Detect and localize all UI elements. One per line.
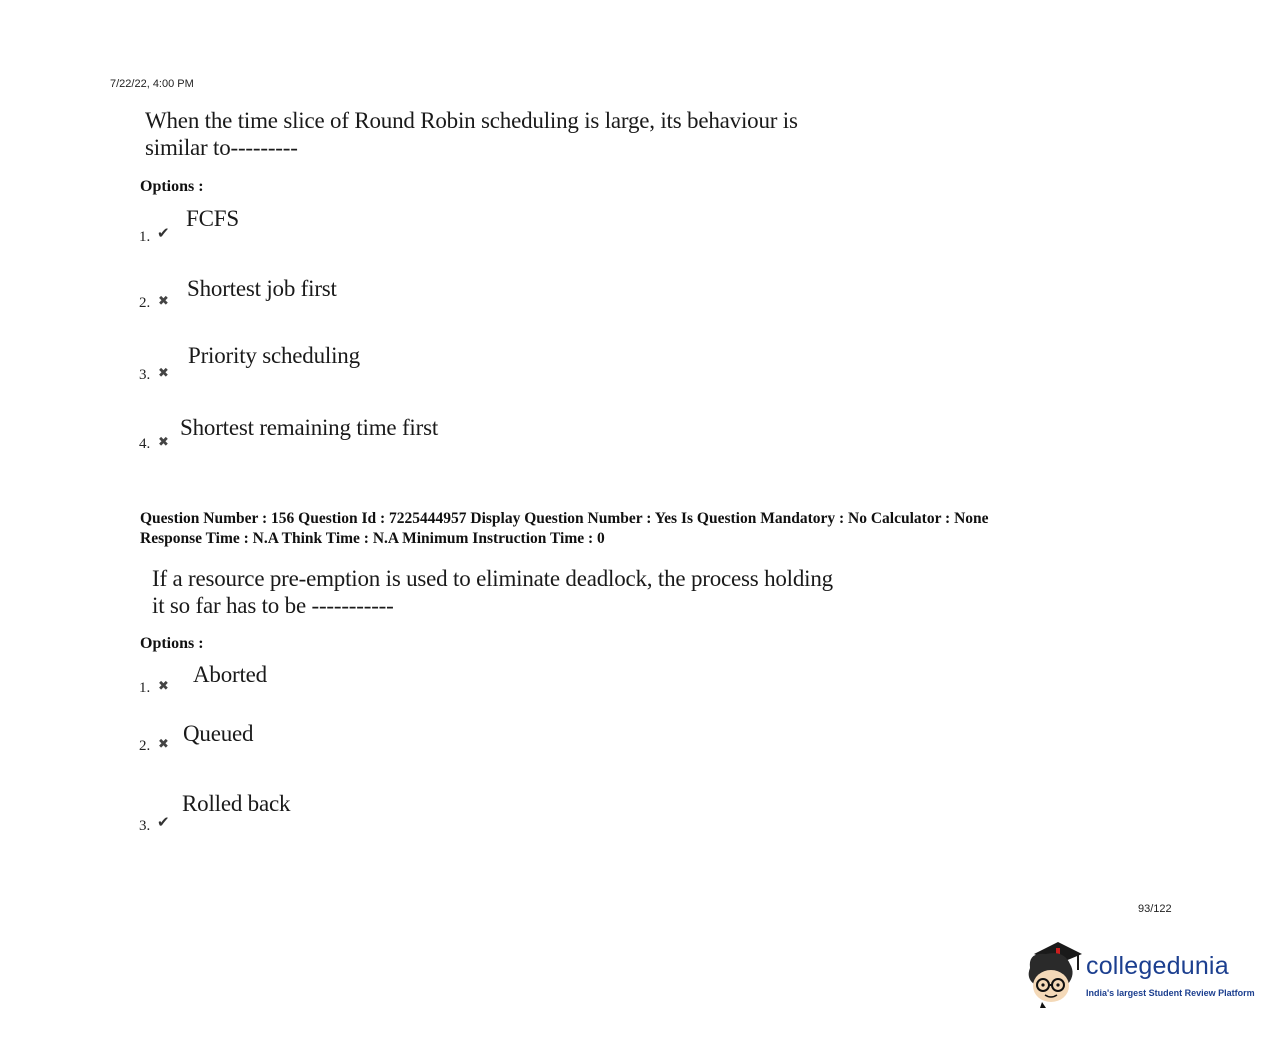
timestamp: 7/22/22, 4:00 PM (110, 78, 194, 90)
option-text: Queued (183, 721, 254, 746)
option-text: Aborted (193, 662, 267, 687)
option-text: Priority scheduling (188, 343, 360, 368)
cross-icon: ✖ (158, 434, 169, 449)
option-text: Shortest job first (187, 276, 337, 301)
question-1-line-1: When the time slice of Round Robin scheduling is large, its behaviour is (145, 108, 798, 133)
option-number: 1. (139, 680, 151, 696)
brand-tagline: India's largest Student Review Platform (1086, 988, 1255, 998)
option-number: 3. (139, 367, 151, 383)
cross-icon: ✖ (158, 678, 169, 693)
option-text: FCFS (186, 206, 239, 231)
question-meta-line-2: Response Time : N.A Think Time : N.A Minimum Instruction Time : 0 (140, 530, 605, 547)
option-number: 3. (139, 818, 151, 834)
brand-name: collegedunia (1086, 952, 1229, 980)
option-text: Shortest remaining time first (180, 415, 439, 440)
option-text: Rolled back (182, 791, 291, 816)
option-number: 2. (139, 295, 151, 311)
option-number: 2. (139, 738, 151, 754)
question-2-text (152, 565, 833, 619)
brand-logo (1024, 940, 1254, 1010)
question-2-line-2: it so far has to be ----------- (152, 593, 394, 618)
question-2-line-1: If a resource pre-emption is used to eliminate deadlock, the process holding (152, 566, 833, 591)
options-label-2: Options : (140, 635, 204, 652)
check-icon: ✔ (157, 815, 170, 831)
question-1-line-2: similar to--------- (145, 135, 298, 160)
cross-icon: ✖ (158, 293, 169, 308)
option-number: 4. (139, 436, 151, 452)
question-1-text (145, 107, 798, 161)
cross-icon: ✖ (158, 365, 169, 380)
cross-icon: ✖ (158, 736, 169, 751)
check-icon: ✔ (157, 226, 170, 242)
question-meta (140, 509, 989, 549)
option-number: 1. (139, 229, 151, 245)
page-number: 93/122 (1138, 903, 1172, 915)
mascot-icon (1024, 940, 1084, 1010)
options-label-1: Options : (140, 178, 204, 195)
question-meta-line-1: Question Number : 156 Question Id : 7225444957 Display Question Number : Yes Is Question Mandatory : No Calculator : None (140, 510, 989, 527)
